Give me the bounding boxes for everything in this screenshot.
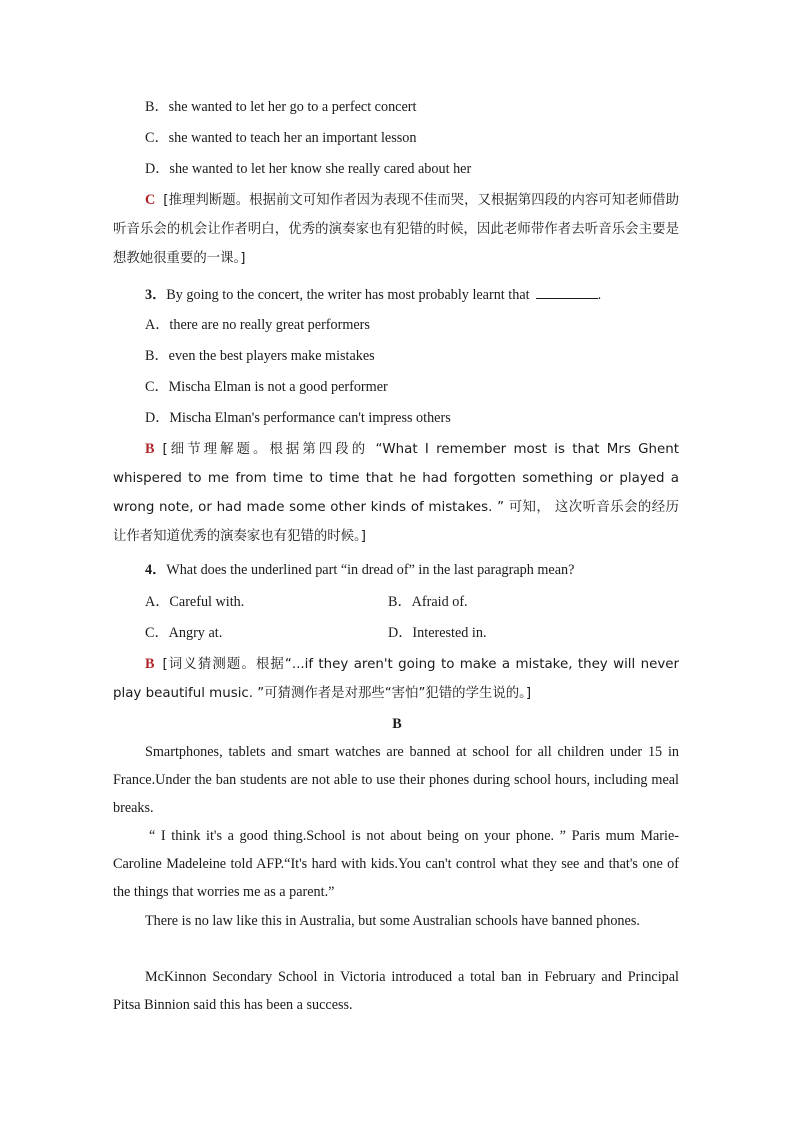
- passage-paragraph-1: [113, 738, 679, 822]
- answer-letter: B: [145, 656, 155, 672]
- q3-answer-explanation: [113, 435, 679, 551]
- q3-stem: [145, 284, 601, 305]
- q3-option-a: A．there are no really great performers: [145, 317, 370, 333]
- answer-letter: C: [145, 192, 156, 208]
- explanation-text: [推理判断题。根据前文可知作者因为表现不佳而哭，又根据第四段的内容可知老师借助听音乐会的机会让作者明白，优秀的演奏家也有犯错的时候，因此老师带作者去听音乐会主要是想教她很重要的一课。]: [113, 193, 679, 266]
- q4-answer-explanation: [113, 650, 679, 708]
- explanation-text: [细节理解题。根据第四段的 “What I remember most is that Mrs Ghent whispered to me from time to time that he had forgotten something or played a wrong note, or had made some other kinds of mistakes. ” 可知， 这次听音乐会的经历让作者知道优秀的演奏家也有犯错的时候。]: [113, 442, 679, 544]
- q2-answer-explanation: [113, 186, 679, 273]
- q4-option-a: A．Careful with.: [145, 594, 245, 610]
- question-text: What does the underlined part “in dread of” in the last paragraph mean?: [166, 562, 575, 578]
- paragraph-text: Smartphones, tablets and smart watches are banned at school for all children under 15 in France.Under the ban students are not able to use their phones during school hours, including meal breaks.: [113, 744, 679, 816]
- answer-letter: B: [145, 441, 155, 457]
- q2-option-c: C．she wanted to teach her an important lesson: [145, 130, 417, 146]
- question-number: 3．: [145, 287, 167, 303]
- blank-period: .: [597, 287, 602, 303]
- paragraph-text: There is no law like this in Australia, but some Australian schools have banned phones.: [145, 913, 640, 929]
- passage-paragraph-2: [113, 822, 679, 906]
- passage-paragraph-3: [113, 907, 679, 935]
- q4-option-c: C．Angry at.: [145, 625, 223, 641]
- q3-option-d: D．Mischa Elman's performance can't impress others: [145, 410, 451, 426]
- q4-option-b: B．Afraid of.: [388, 594, 468, 610]
- explanation-text: [词义猜测题。根据“...if they aren't going to make a mistake, they will never play beautiful music. ”可猜测作者是对那些“害怕”犯错的学生说的。]: [113, 657, 679, 701]
- paragraph-text: “ I think it's a good thing.School is not about being on your phone. ” Paris mum Marie-Caroline Madeleine told AFP.“It's hard with kids.You can't control what they see and that's one of the things that worries me as a parent.”: [113, 828, 679, 900]
- q4-option-d: D．Interested in.: [388, 625, 487, 641]
- passage-paragraph-4: [113, 963, 679, 1019]
- q2-option-d: D．she wanted to let her know she really cared about her: [145, 161, 472, 177]
- question-number: 4．: [145, 562, 167, 578]
- q3-option-b: B．even the best players make mistakes: [145, 348, 375, 364]
- q4-stem: [145, 560, 574, 580]
- q2-option-b: B．she wanted to let her go to a perfect concert: [145, 99, 417, 115]
- question-text: By going to the concert, the writer has most probably learnt that: [166, 287, 530, 303]
- section-heading: B: [392, 716, 402, 732]
- answer-blank: [536, 284, 598, 299]
- paragraph-text: McKinnon Secondary School in Victoria introduced a total ban in February and Principal Pitsa Binnion said this has been a success.: [113, 969, 679, 1013]
- q3-option-c: C．Mischa Elman is not a good performer: [145, 379, 388, 395]
